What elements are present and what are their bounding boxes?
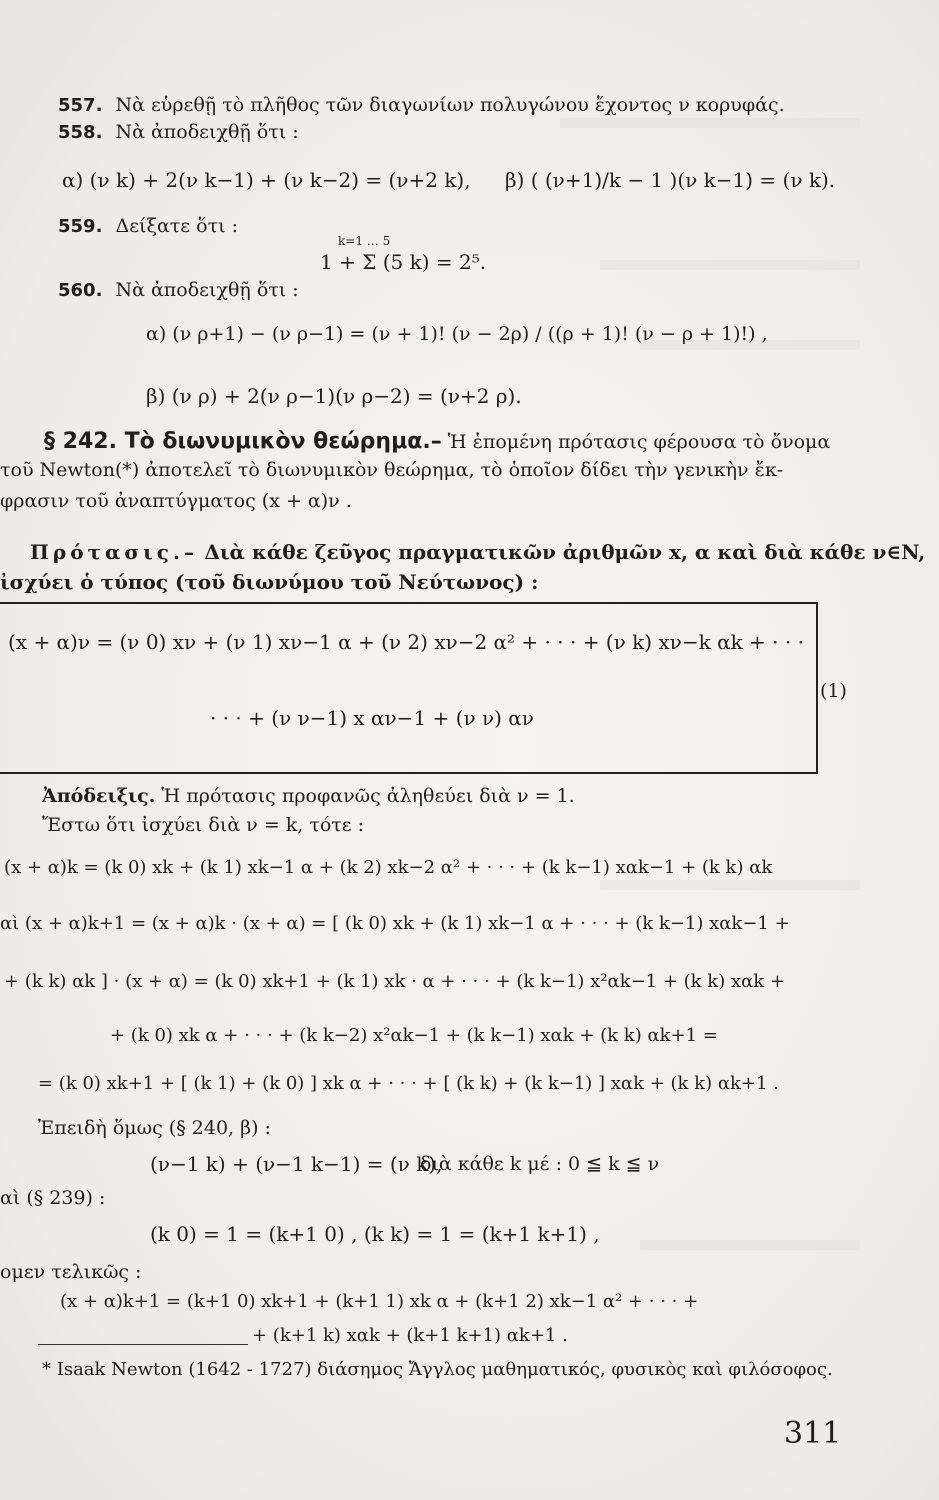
binomial-formula-box (0, 602, 818, 774)
section-242-line2: τοῦ Newton(*) ἀποτελεῖ τὸ διωνυμικὸν θεώρημα, τὸ ὁποῖον δίδει τὴν γενικὴν ἔκ- (0, 459, 784, 481)
problem-number: 558. (58, 122, 103, 143)
problem-557 (58, 93, 785, 118)
proposition-text: Διὰ κάθε ζεῦγος πραγματικῶν ἀριθμῶν x, α καὶ διὰ κάθε ν∈N, (204, 540, 926, 564)
proof-line3: (x + α)k = (k 0) xk + (k 1) xk−1 α + (k 2) xk−2 α² + · · · + (k k−1) xαk−1 + (k k) αk (4, 857, 773, 878)
problem-number: 560. (58, 280, 103, 301)
proof-line4: αὶ (x + α)k+1 = (x + α)k · (x + α) = [ (k 0) xk + (k 1) xk−1 α + · · · + (k k−1) xαk−1 + (0, 913, 790, 934)
show-through (640, 1240, 860, 1250)
section-heading: § 242. Τὸ διωνυμικὸν θεώρημα.– (44, 429, 442, 454)
proposition-line1 (30, 540, 925, 564)
footnote: * Isaak Newton (1642 - 1727) διάσημος Ἄγγλος μαθηματικός, φυσικὸς καὶ φιλόσοφος. (42, 1359, 833, 1380)
show-through (600, 260, 860, 270)
binomial-formula-line2: · · · + (ν ν−1) x αν−1 + (ν ν) αν (210, 706, 534, 730)
show-through (600, 880, 860, 890)
formula-560b: β) (ν ρ) + 2(ν ρ−1)(ν ρ−2) = (ν+2 ρ). (146, 384, 522, 408)
problem-text: Νὰ εὑρεθῇ τὸ πλῆθος τῶν διαγωνίων πολυγώνου ἔχοντος ν κορυφάς. (115, 94, 785, 116)
proposition-label: Πρότασις.– (30, 540, 198, 564)
page-number: 311 (784, 1416, 842, 1451)
problem-558 (58, 120, 299, 145)
proof-line7: = (k 0) xk+1 + [ (k 1) + (k 0) ] xk α + · · · + [ (k k) + (k k−1) ] xαk + (k k) αk+1 . (38, 1073, 779, 1094)
proof-line10: αὶ (§ 239) : (0, 1187, 106, 1209)
problem-text: Νὰ ἀποδειχθῇ ὅτι : (115, 121, 299, 143)
proof-text: Ἡ πρότασις προφανῶς ἀληθεύει διὰ ν = 1. (161, 785, 575, 807)
proof-line13: (x + α)k+1 = (k+1 0) xk+1 + (k+1 1) xk α + (k+1 2) xk−1 α² + · · · + (60, 1291, 699, 1312)
proof-line14: + (k+1 k) xαk + (k+1 k+1) αk+1 . (252, 1325, 568, 1346)
proof-line5: + (k k) αk ] · (x + α) = (k 0) xk+1 + (k 1) xk · α + · · · + (k k−1) x²αk−1 + (k k) xαk + (4, 971, 785, 992)
footnote-rule (38, 1344, 248, 1345)
proof-label: Ἀπόδειξις. (42, 785, 156, 807)
problem-number: 559. (58, 216, 103, 237)
proof-line9b: διὰ κάθε k μέ : 0 ≦ k ≦ ν (420, 1153, 660, 1175)
binomial-formula-line1: (x + α)ν = (ν 0) xν + (ν 1) xν−1 α + (ν 2) xν−2 α² + · · · + (ν k) xν−k αk + · · · (8, 630, 804, 654)
problem-number: 557. (58, 95, 103, 116)
proof-line6: + (k 0) xk α + · · · + (k k−2) x²αk−1 + (k k−1) xαk + (k k) αk+1 = (110, 1025, 718, 1046)
problem-text: Νὰ ἀποδειχθῇ ὅτι : (115, 279, 299, 301)
problem-559 (58, 214, 238, 239)
proof-line11: (k 0) = 1 = (k+1 0) , (k k) = 1 = (k+1 k+1) , (150, 1222, 600, 1246)
problem-text: Δείξατε ὅτι : (115, 215, 239, 237)
formula-558a: α) (ν k) + 2(ν k−1) + (ν k−2) = (ν+2 k), (62, 168, 471, 192)
proposition-line2: ἰσχύει ὁ τύπος (τοῦ διωνύμου τοῦ Νεύτωνος) : (0, 570, 539, 594)
show-through (560, 118, 860, 128)
formula-559: 1 + Σ (5 k) = 2⁵. (320, 250, 487, 274)
section-242-line3: φρασιν τοῦ ἀναπτύγματος (x + α)ν . (0, 490, 352, 512)
section-intro: Ἡ ἑπομένη πρότασις φέρουσα τὸ ὄνομα (447, 431, 831, 453)
proof-line12: ομεν τελικῶς : (0, 1261, 142, 1283)
formula-560a: α) (ν ρ+1) − (ν ρ−1) = (ν + 1)! (ν − 2ρ) / ((ρ + 1)! (ν − ρ + 1)!) , (146, 323, 768, 345)
formula-558b: β) ( (ν+1)/k − 1 )(ν k−1) = (ν k). (505, 168, 836, 192)
proof-line8: Ἐπειδὴ ὅμως (§ 240, β) : (38, 1117, 271, 1139)
problem-560 (58, 278, 299, 303)
proof-line1 (42, 784, 575, 808)
proof-line2: Ἔστω ὅτι ἰσχύει διὰ ν = k, τότε : (42, 814, 365, 836)
section-242-line1 (44, 430, 830, 454)
proof-line9: (ν−1 k) + (ν−1 k−1) = (ν k), (150, 1152, 443, 1176)
equation-number: (1) (820, 680, 847, 702)
sum-limits: k=1 … 5 (338, 234, 391, 248)
